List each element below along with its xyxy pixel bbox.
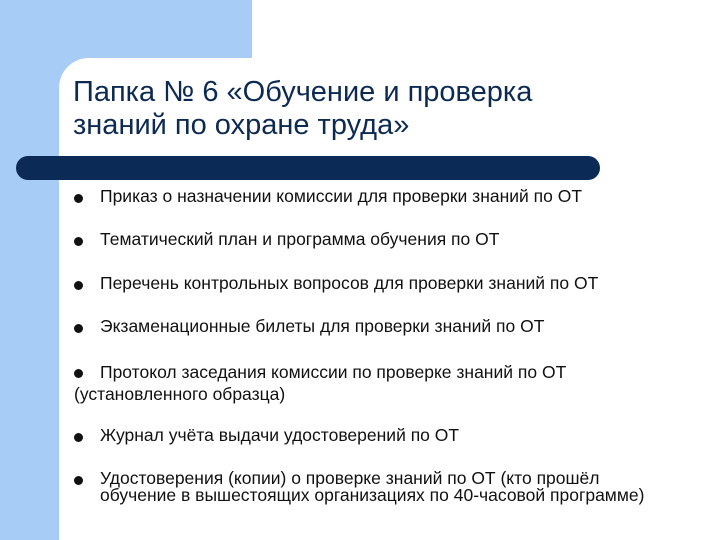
- list-item-text: Журнал учёта выдачи удостоверений по ОТ: [100, 425, 460, 445]
- slide-title-line-2: знаний по охране труда»: [73, 109, 410, 141]
- bullet-icon: [74, 476, 83, 485]
- list-item: [74, 231, 694, 248]
- list-item: [74, 427, 694, 444]
- bullet-icon: [74, 194, 83, 203]
- bullet-icon: [74, 369, 83, 378]
- list-item: [74, 361, 634, 405]
- bullet-icon: [74, 324, 83, 333]
- list-item: [74, 470, 674, 504]
- list-item-text: Тематический план и программа обучения по ОТ: [100, 229, 500, 249]
- list-item: [74, 188, 694, 205]
- slide-title: [73, 76, 673, 142]
- list-item: [74, 318, 694, 335]
- list-item-text: Протокол заседания комиссии по проверке знаний по ОТ (установленного образца): [74, 362, 567, 404]
- bullet-icon: [74, 433, 83, 442]
- list-item-text: Удостоверения (копии) о проверке знаний по ОТ (кто прошёл обучение в вышестоящих организациях по 40-часовой программе): [100, 468, 645, 505]
- list-item-text: Экзаменационные билеты для проверки знаний по ОТ: [100, 316, 545, 336]
- bullet-icon: [74, 281, 83, 290]
- bullet-icon: [74, 237, 83, 246]
- list-item-text: Перечень контрольных вопросов для проверки знаний по ОТ: [100, 273, 599, 293]
- slide-title-line-1: Папка № 6 «Обучение и проверка: [73, 76, 533, 108]
- title-divider-bar: [16, 156, 600, 180]
- list-item: [74, 275, 694, 292]
- list-item-text: Приказ о назначении комиссии для проверки знаний по ОТ: [100, 186, 583, 206]
